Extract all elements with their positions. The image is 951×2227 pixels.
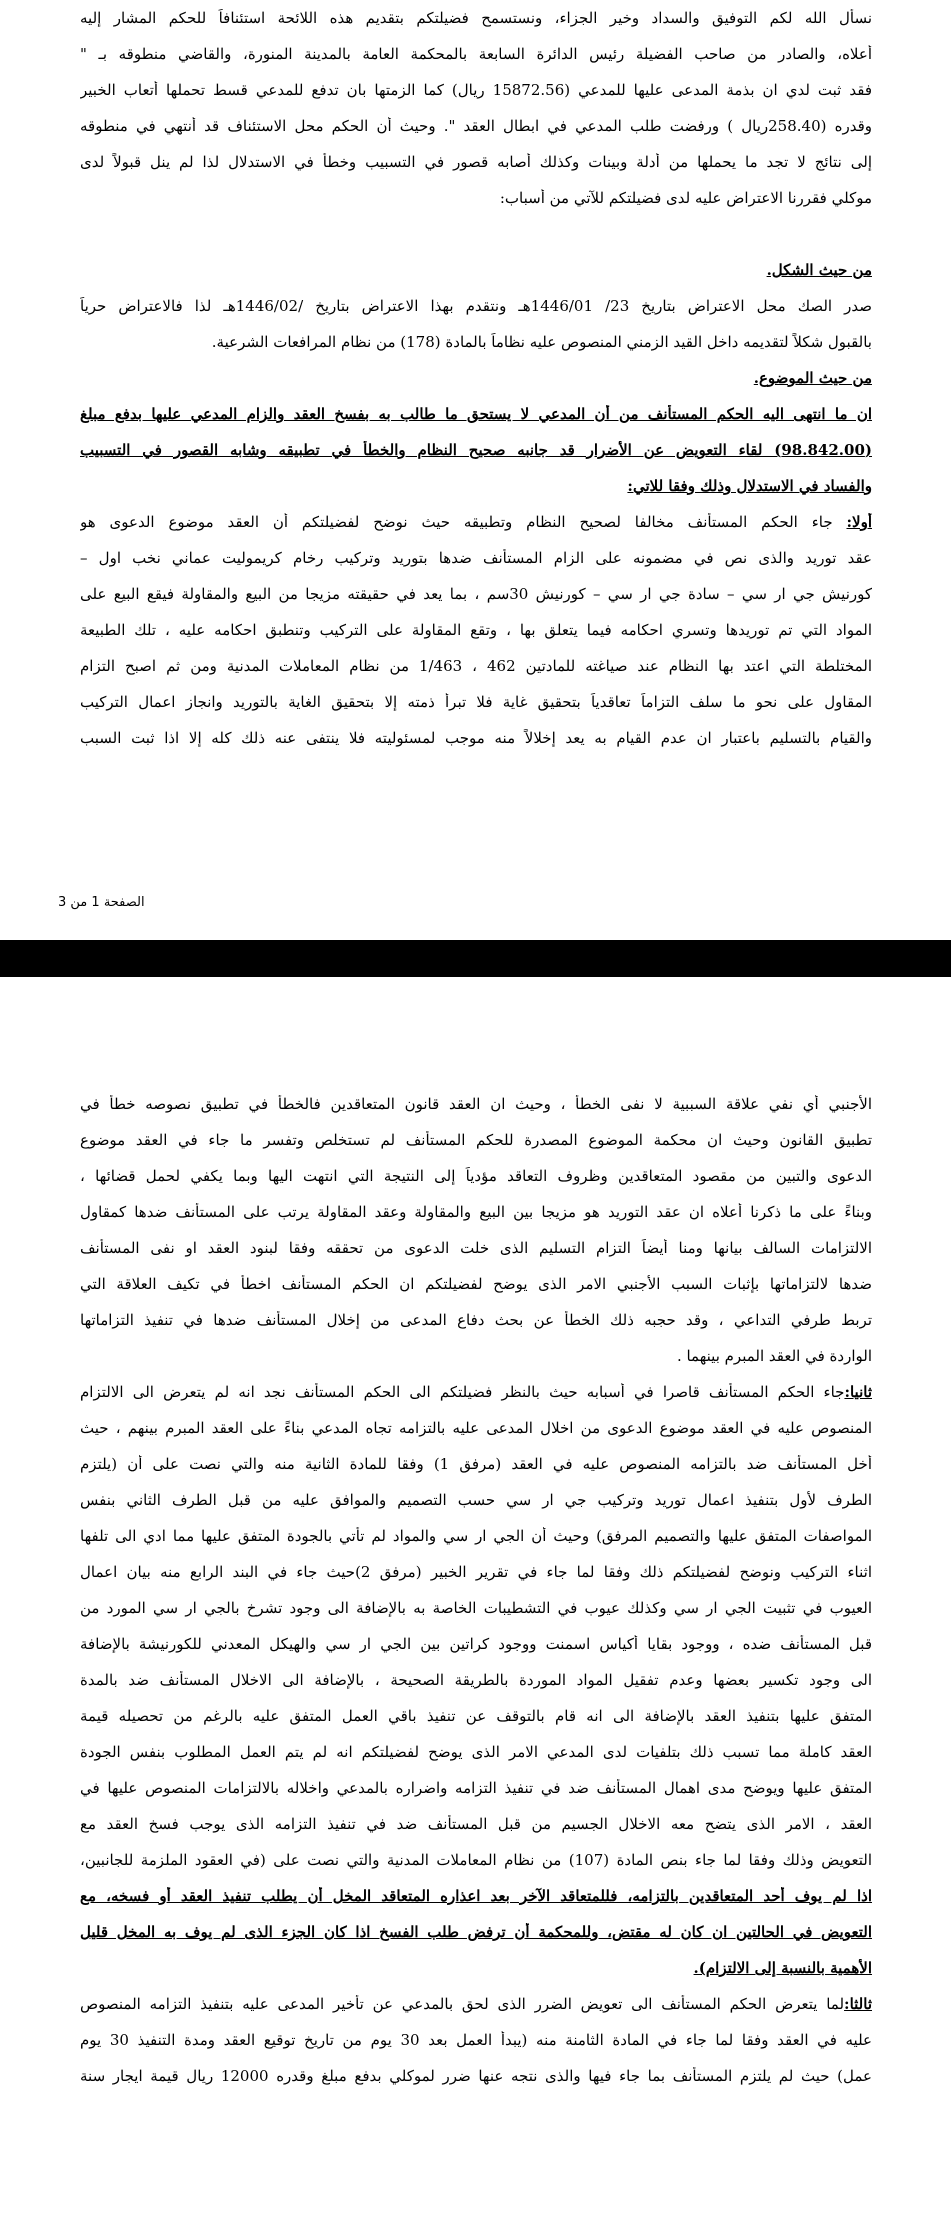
paragraph-line: العيوب في تثبيت الجي ار سي وكذلك عيوب في التشطيبات الخاصة به بالإضافة الى وجود تشرخ بالجي ار سي المورد من — [80, 1599, 872, 1617]
point-label: ثانيا: — [844, 1383, 872, 1401]
paragraph-line: أخل المستأنف ضد بالتزامه المنصوص عليه في العقد (مرفق 1) وفقا للمادة الثانية منه والتي نصت على أن (يلتزم — [80, 1455, 872, 1473]
quoted-article-line — [80, 1923, 872, 1941]
point-text: جاء الحكم المستأنف مخالفا لصحيح النظام وتطبيقه حيث نوضح لفضيلتكم أن العقد موضوع الدعوى هو — [80, 513, 847, 531]
paragraph-line: موكلي فقررنا الاعتراض عليه لدى فضيلتكم للآتي من أسباب: — [499, 189, 872, 207]
point-text: جاء الحكم المستأنف قاصرا في أسبابه حيث بالنظر فضيلتكم الى الحكم المستأنف نجد انه لم يتعرض الى الالتزام — [80, 1383, 845, 1401]
paragraph-line: كورنيش جي ار سي – سادة جي ار سي – كورنيش 30سم ، بما يعد في حقيقته مزيجا من البيع والمقاولة فيقع البيع على — [80, 585, 872, 603]
paragraph-line: أعلاه، والصادر من صاحب الفضيلة رئيس الدائرة السابعة بالمحكمة العامة بالمدينة المنورة، والقاضي منطوقه بـ " — [80, 45, 872, 63]
paragraph-line: العقد كاملة مما تسبب ذلك بتلفيات لدى المدعي الامر الذى يوضح لفضيلتكم انه لم يتم العمل المطلوب بنفس الجودة — [80, 1743, 872, 1761]
paragraph-line: قبل المستأنف ضده ، ووجود بقايا أكياس اسمنت ووجود كراتين بين الجي ار سي والهيكل المعدني للكورنيشة بالإضافة — [80, 1635, 872, 1653]
paragraph-line: المتفق عليها ويوضح مدى اهمال المستأنف ضد في تنفيذ التزامه واضراره بالمدعي واخلاله بالالتزامات المنصوص عليها في — [80, 1779, 872, 1797]
paragraph-line: ضدها لالتزاماتها بإثبات السبب الأجنبي الامر الذى يوضح لفضيلتكم ان الحكم المستأنف اخطأ في تكيف العلاقة التي — [80, 1275, 872, 1293]
section-heading-subject-text: من حيث الموضوع. — [753, 369, 872, 387]
paragraph-line: بالقبول شكلاً لتقديمه داخل القيد الزمني المنصوص عليه نظاماً بالمادة (178) من نظام المرافعات الشرعية. — [211, 333, 872, 351]
point-label: ثالثا: — [844, 1995, 872, 2013]
point-first-line — [80, 513, 872, 531]
bold-underlined-text: (98.842.00) لقاء التعويض عن الأضرار قد جانبه صحيح النظام والخطأ في تطبيقه وشابه القصور في التسبيب — [80, 441, 872, 459]
document-page-1 — [0, 0, 951, 940]
bold-paragraph-line — [80, 477, 872, 495]
paragraph-line: تربط طرفي التداعي ، وقد حجبه ذلك الخطأ عن بحث دفاع المدعى من إخلال المستأنف ضدها في تنفيذ التزاماتها — [80, 1311, 872, 1329]
paragraph-line: المواد التي تم توريدها وتسري احكامه فيما يتعلق بها ، وتقع المقاولة على التركيب وتنطبق احكامه عليه ، تلك الطبيعة — [80, 621, 872, 639]
quoted-article-line — [80, 1959, 872, 1977]
paragraph-line: الأجنبي أي نفي علاقة السببية لا نفى الخطأ ، وحيث ان العقد قانون المتعاقدين فالخطأ في تطبيق نصوصه خطأ في — [80, 1095, 872, 1113]
paragraph-line: إلى نتائج لا تجد ما يحملها من أدلة وبينات وكذلك أصابه قصور في التسبيب وخطأ في الاستدلال لذا لم ينل قبولاً لدى — [80, 153, 872, 171]
paragraph-line: عليه في العقد وفقا لما جاء في المادة الثامنة منه (يبدأ العمل بعد 30 يوم من تاريخ توقيع العقد ومدة التنفيذ 30 يوم — [80, 2031, 872, 2049]
paragraph-line: المتفق عليها بتنفيذ العقد بالإضافة الى انه قام بالتوقف عن تنفيذ باقي العمل المتفق عليه بالرغم من تحصيله قيمة — [80, 1707, 872, 1725]
paragraph-line: الواردة في العقد المبرم بينهما . — [676, 1347, 872, 1365]
paragraph-line: وقدره (258.40ريال ) ورفضت طلب المدعي في ابطال العقد ". وحيث أن الحكم محل الاستئناف قد أنتهي في منطوقه — [80, 117, 872, 135]
point-second-line — [80, 1383, 872, 1401]
quoted-article-text: التعويض في الحالتين ان كان له مقتض، وللمحكمة أن ترفض طلب الفسخ اذا كان الجزء الذى لم يوف به المخل قليل — [80, 1923, 872, 1941]
paragraph-line: والقيام بالتسليم باعتبار ان عدم القيام به يعد إخلالاً منه موجب لمسئوليته فلا ينتفى عنه ذلك كله إلا اذا ثبت السبب — [80, 729, 872, 747]
point-label: أولا: — [846, 513, 872, 531]
document-page-2 — [0, 977, 951, 2227]
point-text: لما يتعرض الحكم المستأنف الى تعويض الضرر الذى لحق بالمدعي عن تأخير المدعى عليه بتنفيذ التزامه المنصوص — [80, 1995, 845, 2013]
bold-paragraph-line — [80, 405, 872, 423]
section-heading-subject — [80, 369, 872, 387]
paragraph-line: التعويض وذلك وفقا لما جاء بنص المادة (107) من نظام المعاملات المدنية والتي نصت على (في العقود الملزمة للجانبين، — [80, 1851, 872, 1869]
paragraph-line: عقد توريد والذى نص في مضمونه على الزام المستأنف ضدها بتوريد وتركيب رخام كريموليت عماني نخب اول – — [80, 549, 872, 567]
section-heading-form — [80, 261, 872, 279]
paragraph-line: الدعوى والتبين من مقصود المتعاقدين وظروف التعاقد مؤدياً إلى النتيجة التي انتهت اليها وبما يكفي لحمل قضائها ، — [80, 1167, 872, 1185]
paragraph-line: الى وجود تكسير بعضها وعدم تفقيل المواد الموردة بالطريقة الصحيحة ، بالإضافة الى الاخلال المستأنف ضد بالمدة — [80, 1671, 872, 1689]
paragraph-line: المنصوص عليه في العقد موضوع الدعوى من اخلال المدعى عليه بالتزامه تجاه المدعي بناءً على العقد المبرم بينهم ، حيث — [80, 1419, 872, 1437]
paragraph-line: المختلطة التي اعتد بها النظام عند صياغته للمادتين 462 ، 1/463 من نظام المعاملات المدنية ومن ثم اصبح التزام — [80, 657, 872, 675]
paragraph-line: فقد ثبت لدي ان بذمة المدعى عليها للمدعي (15872.56 ريال) كما الزمتها بان تدفع للمدعي قسط تحملها أتعاب الخبير — [80, 81, 872, 99]
quoted-article-line — [80, 1887, 872, 1905]
bold-underlined-text: ان ما انتهى اليه الحكم المستأنف من أن المدعي لا يستحق ما طالب به بفسخ العقد والزام المدعي عليها بدفع مبلغ — [80, 405, 872, 423]
paragraph-line: الطرف لأول بتنفيذ اعمال توريد وتركيب جي ار سي حسب التصميم والموافق عليه من قبل الطرف الثاني بنفس — [80, 1491, 872, 1509]
paragraph-line: نسأل الله لكم التوفيق والسداد وخير الجزاء، ونستسمح فضيلتكم بتقديم هذه اللائحة استئنافاً للحكم المشار إليه — [80, 9, 872, 27]
paragraph-line: وبناءً على ما ذكرنا أعلاه ان عقد التوريد هو مزيجا بين البيع والمقاولة وعقد المقاولة يرتب على المستأنف ضدها كمقاول — [80, 1203, 872, 1221]
paragraph-line: تطبيق القانون وحيث ان محكمة الموضوع المصدرة للحكم المستأنف لم تستخلص وتفسر ما جاء في العقد موضوع — [80, 1131, 872, 1149]
page-separator — [0, 940, 951, 977]
paragraph-line: اثناء التركيب ونوضح لفضيلتكم ذلك وفقا لما جاء في تقرير الخبير (مرفق 2)حيث جاء في البند الرابع منه بيان اعمال — [80, 1563, 872, 1581]
page-number: الصفحة 1 من 3 — [58, 895, 145, 910]
paragraph-line: عمل) حيث لم يلتزم المستأنف بما جاء فيها والذى نتجه عنها ضرر لموكلي بدفع مبلغ وقدره 12000 ريال قيمة ايجار سنة — [80, 2067, 872, 2085]
paragraph-line: الالتزامات السالف بيانها ومنا أيضاً التزام التسليم الذى خلت الدعوى من تحققه وفقا لبنود العقد او نفى المستأنف — [80, 1239, 872, 1257]
paragraph-line: العقد ، الامر الذى يتضح معه الاخلال الجسيم من قبل المستأنف ضد في تنفيذ التزامه الذى يوجب فسخ العقد مع — [80, 1815, 872, 1833]
bold-underlined-text: والفساد في الاستدلال وذلك وفقا للاتي: — [627, 477, 872, 495]
quoted-article-text: الأهمية بالنسبة إلى الالتزام). — [693, 1959, 872, 1977]
section-heading-form-text: من حيث الشكل. — [766, 261, 872, 279]
quoted-article-text: اذا لم يوف أحد المتعاقدين بالتزامه، فللمتعاقد الآخر بعد اعذاره المتعاقد المخل أن يطلب تنفيذ العقد أو فسخه، مع — [80, 1887, 872, 1905]
bold-paragraph-line — [80, 441, 872, 459]
paragraph-line: المواصفات المتفق عليها والتصميم المرفق) وحيث أن الجي ار سي والمواد لم تأتي بالجودة المتفق عليها مما ادي الى تلفها — [80, 1527, 872, 1545]
point-third-line — [80, 1995, 872, 2013]
paragraph-line: المقاول على نحو ما سلف التزاماً تعاقدياً بتحقيق غاية فلا تبرأ ذمته إلا بتحقيق الغاية بالتوريد وانجاز اعمال التركيب — [80, 693, 872, 711]
paragraph-line: صدر الصك محل الاعتراض بتاريخ 23/ 1446/01هـ ونتقدم بهذا الاعتراض بتاريخ /1446/02هـ لذا فالاعتراض حرياً — [80, 297, 872, 315]
